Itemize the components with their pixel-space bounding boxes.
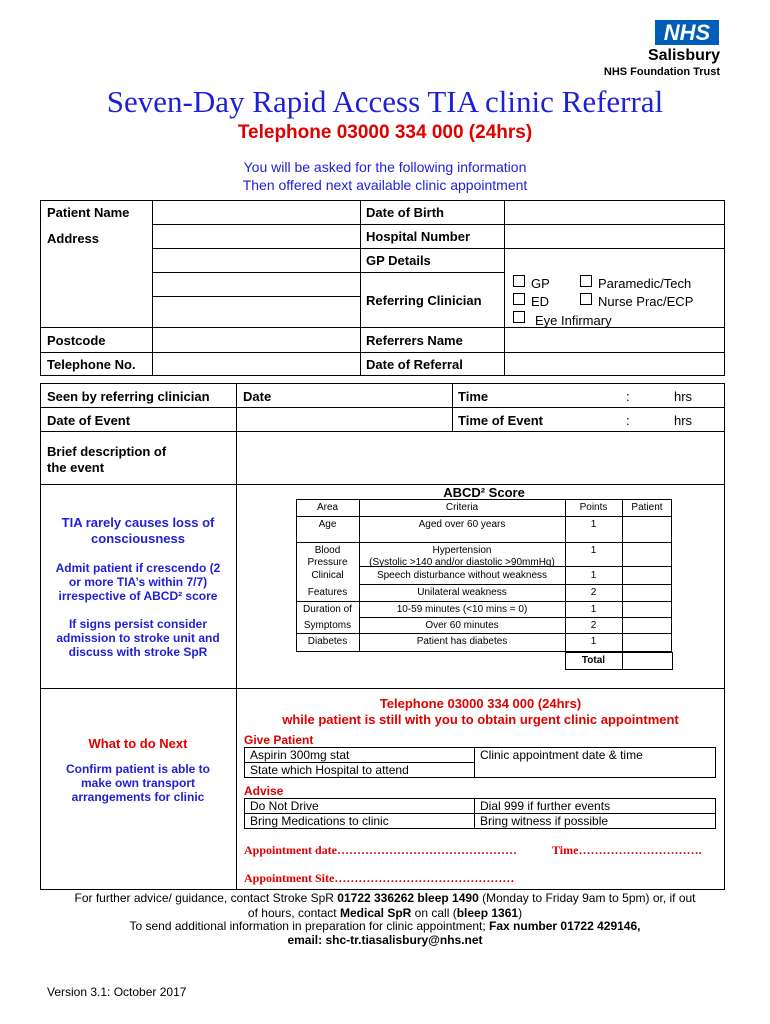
gp-details-label: GP Details	[366, 253, 431, 268]
aspirin-item: Aspirin 300mg stat	[250, 748, 350, 762]
confirm-line-3: arrangements for clinic	[71, 790, 205, 804]
abcd-duration-criteria-2: Over 60 minutes	[425, 620, 499, 631]
appointment-site-field[interactable]: Appointment Site………………………………………	[244, 871, 515, 885]
abcd-diabetes-points: 1	[590, 636, 597, 647]
abcd-bp-criteria-1: Hypertension	[432, 545, 492, 556]
time-label: Time	[458, 389, 489, 404]
telephone-no-label: Telephone No.	[47, 357, 136, 372]
abcd-clinical-area-2: Features	[307, 587, 348, 598]
guidance-line-5: irrespective of ABCD² score	[58, 589, 218, 603]
abcd-bp-points: 1	[590, 545, 597, 556]
appointment-time-field[interactable]: Time………………………….	[552, 843, 702, 857]
abcd-age-area: Age	[318, 519, 337, 530]
abcd-duration-area-1: Duration of	[303, 604, 352, 615]
brief-description-label-2: the event	[47, 460, 105, 475]
footer-line-3: To send additional information in preparation for clinic appointment; Fax number 01722 429146,	[129, 919, 641, 933]
version-label: Version 3.1: October 2017	[47, 985, 187, 999]
abcd-clinical-points-1: 1	[590, 570, 597, 581]
abcd-clinical-criteria-2: Unilateral weakness	[417, 587, 507, 598]
abcd-clinical-criteria-1: Speech disturbance without weakness	[376, 570, 548, 581]
footer-line-2: of hours, contact Medical SpR on call (bleep 1361)	[247, 906, 523, 920]
dob-label: Date of Birth	[366, 205, 444, 220]
seen-by-label: Seen by referring clinician	[47, 389, 210, 404]
abcd-age-criteria: Aged over 60 years	[418, 519, 506, 530]
abcd-diabetes-criteria: Patient has diabetes	[416, 636, 508, 647]
abcd-bp-criteria-2: (Systolic >140 and/or diastolic >90mmHg)	[369, 557, 555, 568]
bring-meds-item: Bring Medications to clinic	[250, 814, 389, 828]
time-of-event-label: Time of Event	[458, 413, 544, 428]
guidance-line-7: admission to stroke unit and	[56, 631, 220, 645]
give-patient-label: Give Patient	[244, 733, 314, 747]
abcd-duration-area-2: Symptoms	[303, 620, 352, 631]
guidance-line-4: or more TIA’s within 7/7)	[68, 575, 208, 589]
postcode-label: Postcode	[47, 333, 106, 348]
date-label: Date	[243, 389, 272, 404]
state-hospital-item: State which Hospital to attend	[250, 763, 409, 777]
abcd-diabetes-area: Diabetes	[307, 636, 348, 647]
next-phone-line-1: Telephone 03000 334 000 (24hrs)	[379, 696, 582, 711]
paramedic-checkbox[interactable]	[580, 275, 592, 287]
referrers-name-label: Referrers Name	[366, 333, 463, 348]
abcd-age-points: 1	[590, 519, 597, 530]
abcd-duration-points-1: 1	[590, 604, 597, 615]
brief-description-label: Brief description of	[47, 444, 167, 459]
patient-name-label: Patient Name	[47, 205, 130, 220]
ed-option: ED	[531, 294, 550, 309]
date-of-referral-label: Date of Referral	[366, 357, 463, 372]
hrs-label: hrs	[674, 389, 693, 404]
time-colon: :	[626, 389, 630, 404]
hospital-number-label: Hospital Number	[366, 229, 471, 244]
telephone-heading: Telephone 03000 334 000 (24hrs)	[237, 122, 533, 143]
guidance-line-3: Admit patient if crescendo (2	[55, 561, 221, 575]
abcd-clinical-points-2: 2	[590, 587, 597, 598]
org-name: Salisbury	[647, 47, 720, 64]
abcd-duration-points-2: 2	[590, 620, 597, 631]
nurse-prac-checkbox[interactable]	[580, 293, 592, 305]
abcd-clinical-area-1: Clinical	[311, 570, 344, 581]
guidance-line-2: consciousness	[91, 531, 185, 546]
gp-option: GP	[531, 276, 550, 291]
confirm-line-1: Confirm patient is able to	[65, 762, 210, 776]
gp-checkbox[interactable]	[513, 275, 525, 287]
guidance-line-8: discuss with stroke SpR	[68, 645, 208, 659]
intro-line-1: You will be asked for the following information	[243, 159, 527, 175]
abcd-bp-area-1: Blood	[314, 545, 341, 556]
abcd-duration-criteria-1: 10-59 minutes (<10 mins = 0)	[396, 604, 528, 615]
referring-clinician-label: Referring Clinician	[366, 293, 482, 308]
what-to-do-next-heading: What to do Next	[88, 736, 188, 751]
footer-line-1: For further advice/ guidance, contact Stroke SpR 01722 336262 bleep 1490 (Monday to Friday 9am to 5pm) or, if out	[74, 891, 696, 905]
abcd-title: ABCD² Score	[443, 485, 525, 500]
eye-infirmary-checkbox[interactable]	[513, 311, 525, 323]
next-phone-line-2: while patient is still with you to obtain urgent clinic appointment	[282, 712, 679, 727]
org-trust: NHS Foundation Trust	[603, 66, 720, 78]
confirm-line-2: make own transport	[80, 776, 196, 790]
event-time-colon: :	[626, 413, 630, 428]
nhs-logo: NHS	[655, 20, 719, 45]
abcd-bp-area-2: Pressure	[307, 557, 348, 568]
dial-999-item: Dial 999 if further events	[480, 799, 611, 813]
nurse-prac-option: Nurse Prac/ECP	[598, 294, 694, 309]
address-label: Address	[47, 231, 100, 246]
page-title: Seven-Day Rapid Access TIA clinic Referral	[106, 84, 664, 119]
intro-line-2: Then offered next available clinic appointment	[242, 177, 528, 193]
abcd-header-criteria: Criteria	[445, 502, 479, 513]
abcd-header-area: Area	[316, 502, 339, 513]
appointment-date-field[interactable]: Appointment date………………………………………	[244, 843, 518, 857]
ed-checkbox[interactable]	[513, 293, 525, 305]
event-hrs-label: hrs	[674, 413, 693, 428]
guidance-line-1: TIA rarely causes loss of	[61, 515, 215, 530]
advise-label: Advise	[244, 784, 284, 798]
abcd-header-points: Points	[579, 502, 608, 513]
paramedic-option: Paramedic/Tech	[598, 276, 692, 291]
clinic-appt-item: Clinic appointment date & time	[480, 748, 643, 762]
date-of-event-label: Date of Event	[47, 413, 131, 428]
abcd-total-label: Total	[581, 655, 606, 666]
eye-infirmary-option: Eye Infirmary	[535, 313, 612, 328]
bring-witness-item: Bring witness if possible	[480, 814, 609, 828]
footer-email[interactable]: email: shc-tr.tiasalisbury@nhs.net	[287, 933, 483, 947]
abcd-header-patient: Patient	[631, 502, 663, 513]
do-not-drive-item: Do Not Drive	[250, 799, 319, 813]
guidance-line-6: If signs persist consider	[68, 617, 208, 631]
